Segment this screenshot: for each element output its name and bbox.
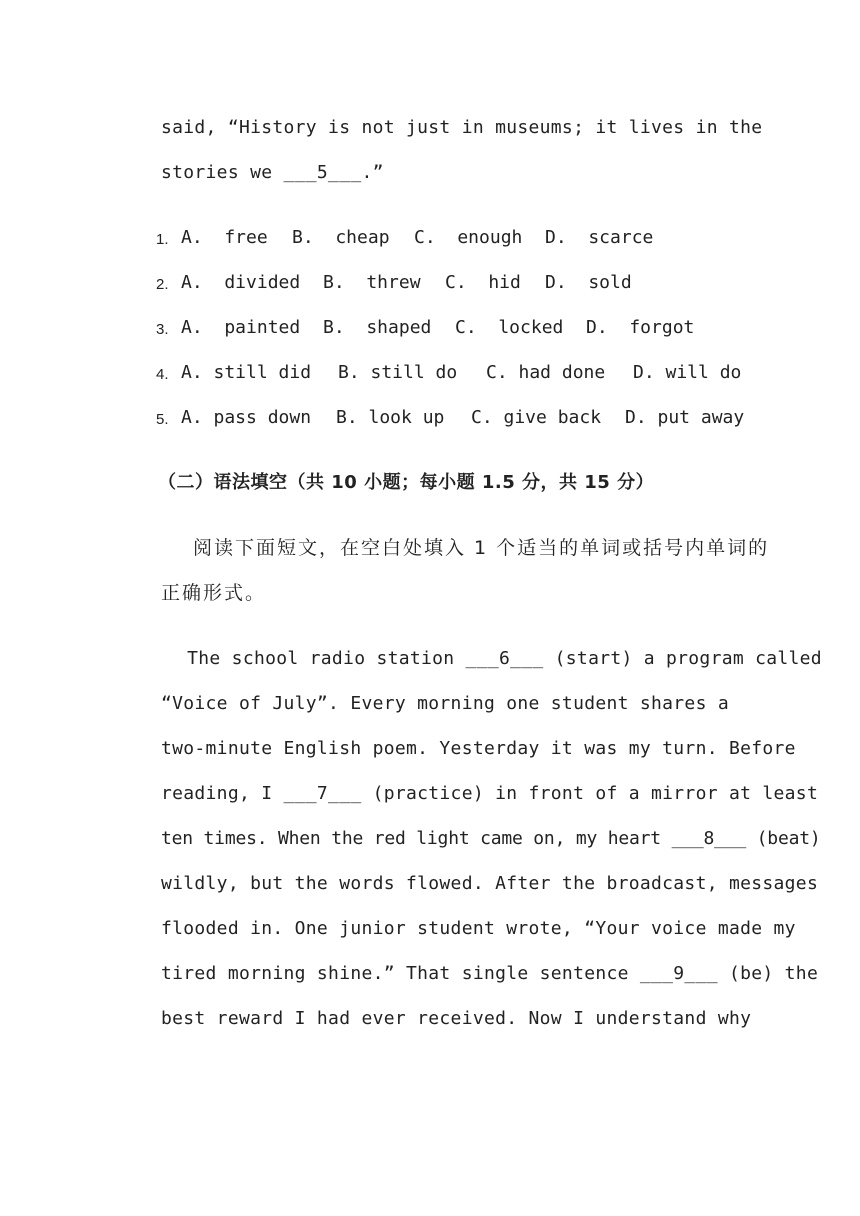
passage-line: flooded in. One junior student wrote, “Your voice made my bbox=[161, 918, 796, 939]
option-d: D. put away bbox=[625, 407, 745, 428]
question-row bbox=[0, 407, 860, 429]
option-c: C. had done bbox=[486, 362, 606, 383]
passage-line: ten times. When the red light came on, my heart ___8___ (beat) bbox=[161, 828, 821, 849]
passage-line: reading, I ___7___ (practice) in front of a mirror at least bbox=[161, 783, 819, 804]
intro-line-1: said, “History is not just in museums; it lives in the bbox=[161, 117, 763, 138]
option-c: C. give back bbox=[471, 407, 602, 428]
option-b: B. still do bbox=[338, 362, 458, 383]
question-number: 4. bbox=[156, 366, 169, 383]
question-row bbox=[0, 362, 860, 384]
option-a: A. free bbox=[181, 227, 268, 248]
instruction-line-1: 阅读下面短文，在空白处填入 1 个适当的单词或括号内单词的 bbox=[193, 537, 770, 559]
option-a: A. divided bbox=[181, 272, 301, 293]
question-row bbox=[0, 317, 860, 339]
passage-line: wildly, but the words flowed. After the broadcast, messages bbox=[161, 873, 819, 894]
option-a: A. still did bbox=[181, 362, 312, 383]
section-heading: （二）语法填空（共 10 小题；每小题 1.5 分，共 15 分） bbox=[158, 472, 655, 493]
question-number: 3. bbox=[156, 321, 169, 338]
option-c: C. enough bbox=[414, 227, 523, 248]
question-number: 5. bbox=[156, 411, 169, 428]
option-d: D. will do bbox=[633, 362, 742, 383]
option-b: B. look up bbox=[336, 407, 445, 428]
question-number: 2. bbox=[156, 276, 169, 293]
option-b: B. shaped bbox=[323, 317, 432, 338]
question-number: 1. bbox=[156, 231, 169, 248]
option-d: D. forgot bbox=[586, 317, 695, 338]
passage-line: The school radio station ___6___ (start) a program called bbox=[176, 648, 822, 669]
option-a: A. painted bbox=[181, 317, 301, 338]
passage-line: tired morning shine.” That single sentence ___9___ (be) the bbox=[161, 963, 819, 984]
option-d: D. sold bbox=[545, 272, 632, 293]
question-row bbox=[0, 272, 860, 294]
passage-line: best reward I had ever received. Now I understand why bbox=[161, 1008, 752, 1029]
option-c: C. locked bbox=[455, 317, 564, 338]
intro-line-2: stories we ___5___.” bbox=[161, 162, 384, 183]
option-d: D. scarce bbox=[545, 227, 654, 248]
option-b: B. cheap bbox=[292, 227, 390, 248]
option-c: C. hid bbox=[445, 272, 521, 293]
option-a: A. pass down bbox=[181, 407, 312, 428]
passage-line: “Voice of July”. Every morning one student shares a bbox=[161, 693, 729, 714]
passage-line: two-minute English poem. Yesterday it was my turn. Before bbox=[161, 738, 796, 759]
question-row bbox=[0, 227, 860, 249]
option-b: B. threw bbox=[323, 272, 421, 293]
instruction-line-2: 正确形式。 bbox=[161, 582, 267, 604]
